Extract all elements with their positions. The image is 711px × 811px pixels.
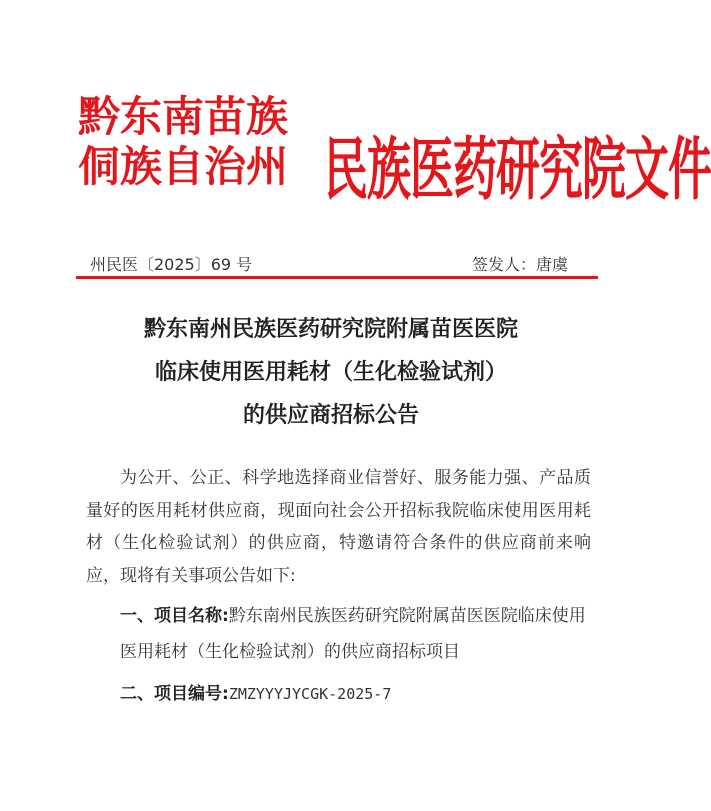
- item-text: ZMZYYYJYCGK-2025-7: [228, 685, 392, 703]
- item-label: 二、项目编号:: [120, 684, 229, 704]
- signer: 签发人：唐虞: [471, 255, 568, 274]
- title-line-1: 黔东南州民族医药研究院附属苗医医院: [143, 317, 518, 342]
- item-text: 黔东南州民族医药研究院附属苗医医院临床使用医用耗材（生化检验试剂）的供应商招标项目: [120, 606, 586, 662]
- item-label: 一、项目名称:: [120, 606, 229, 626]
- masthead-line-1: 黔东南苗族: [78, 92, 289, 141]
- masthead-line-2: 侗族自治州: [78, 142, 289, 191]
- document-number: 州民医〔2025〕69 号: [90, 255, 253, 274]
- document-body: [86, 462, 591, 712]
- document-title: [0, 308, 662, 437]
- intro-paragraph: 为公开、公正、科学地选择商业信誉好、服务能力强、产品质量好的医用耗材供应商，现面向社会公开招标我院临床使用医用耗材（生化检验试剂）的供应商，特邀请符合条件的供应商前来响应，现将有关事项公告如下:: [86, 468, 591, 586]
- document-number-row: [90, 252, 590, 276]
- masthead-left: [78, 92, 320, 192]
- item-project-number: [86, 676, 591, 712]
- item-project-name: [86, 598, 591, 670]
- title-line-3: 的供应商招标公告: [242, 403, 419, 428]
- title-line-2: 临床使用医用耗材（生化检验试剂）: [154, 360, 507, 385]
- masthead-right: 民族医药研究院文件: [324, 131, 711, 211]
- red-divider: [76, 276, 598, 279]
- masthead: [78, 92, 711, 211]
